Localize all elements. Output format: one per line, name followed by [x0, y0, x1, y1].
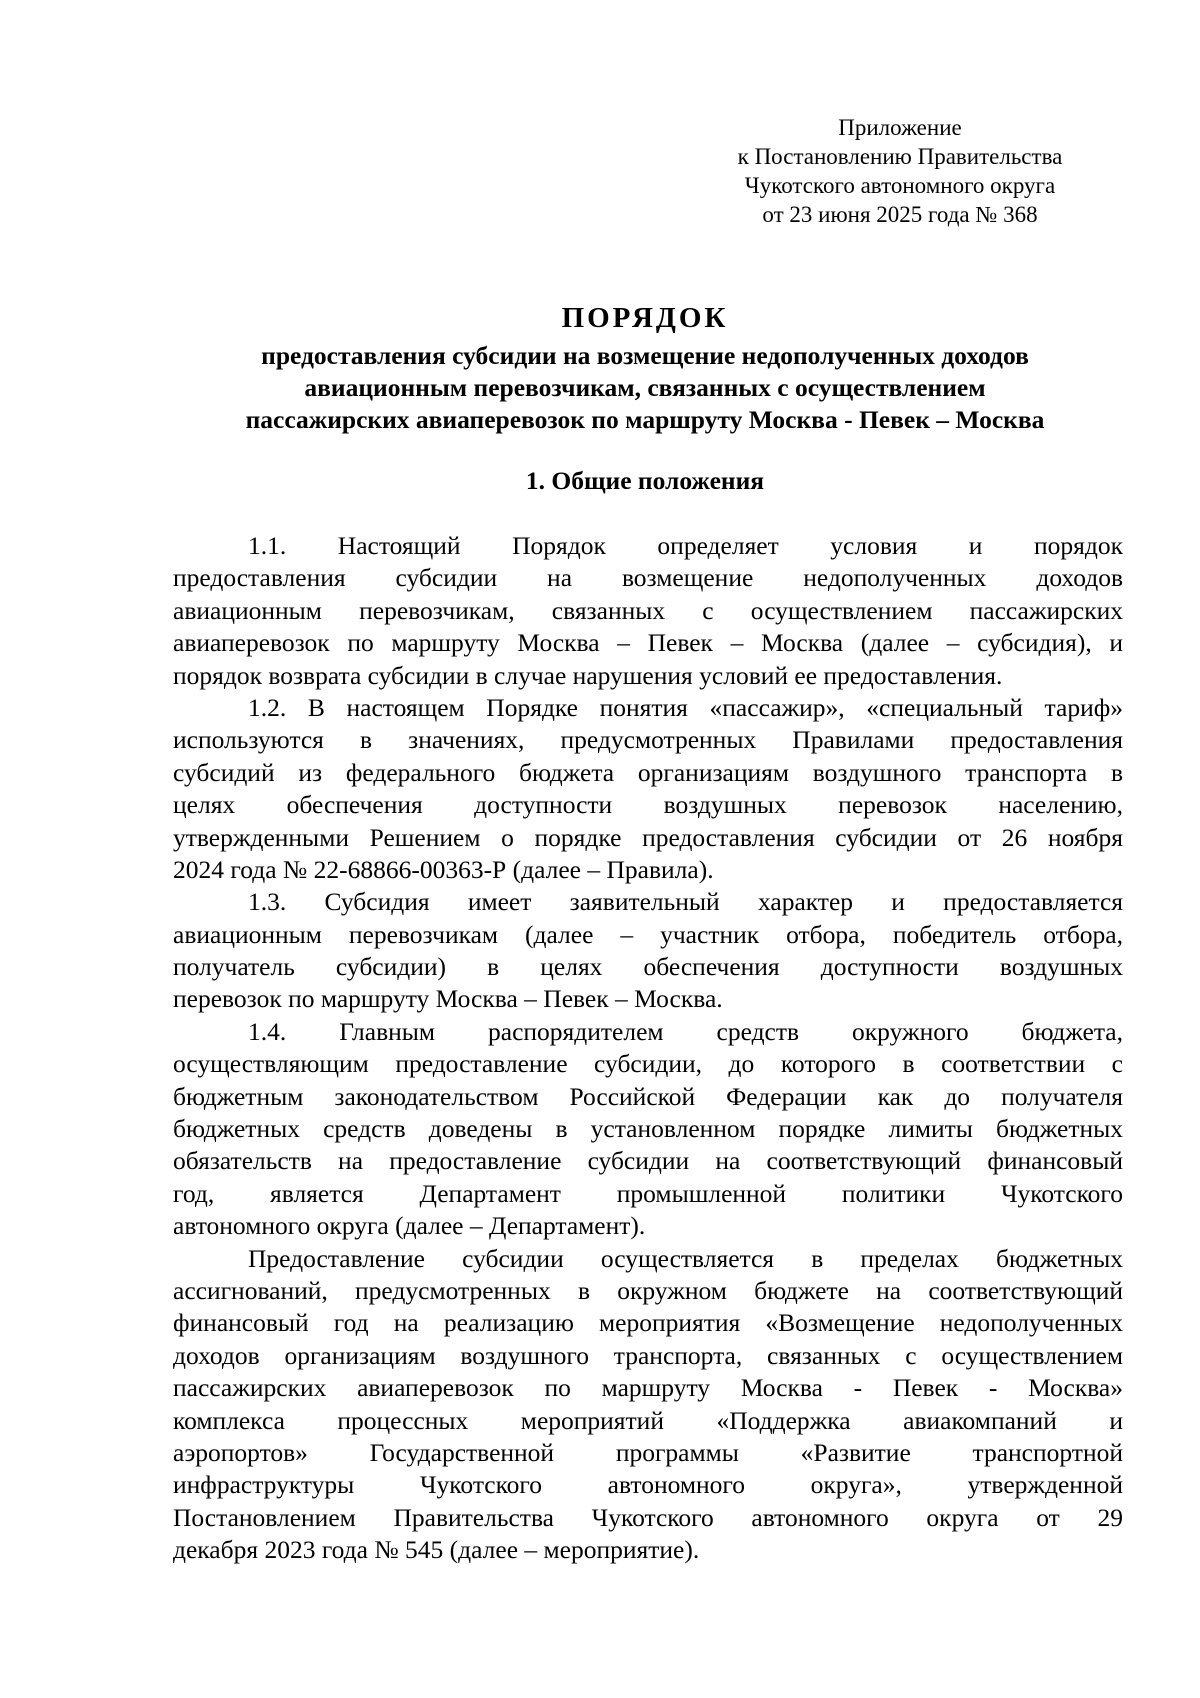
appendix-line-1: Приложение [838, 115, 962, 140]
paragraph-line: финансовый год на реализацию мероприятия «Возмещение недополученных [173, 1308, 1123, 1338]
appendix-line-4: от 23 июня 2025 года № 368 [762, 202, 1038, 227]
paragraph-1-4 [173, 1016, 1123, 1243]
paragraph-line: субсидий из федерального бюджета организациям воздушного транспорта в [173, 757, 1123, 787]
paragraph-line: осуществляющим предоставление субсидии, до которого в соответствии с [173, 1049, 1123, 1079]
paragraph-line: Предоставление субсидии осуществляется в пределах бюджетных [248, 1243, 1123, 1273]
paragraph-line: обязательств на предоставление субсидии на соответствующий финансовый [173, 1146, 1123, 1176]
paragraph-line: автономного округа (далее – Департамент). [173, 1211, 646, 1241]
paragraph-line: 2024 года № 22-68866-00363-Р (далее – Правила). [173, 854, 714, 884]
paragraph-line: авиаперевозок по маршруту Москва – Певек – Москва (далее – субсидия), и [173, 628, 1123, 658]
paragraph-line: предоставления субсидии на возмещение недополученных доходов [173, 563, 1123, 593]
paragraph-line: ассигнований, предусмотренных в окружном бюджете на соответствующий [173, 1275, 1123, 1305]
appendix-line-2: к Постановлению Правительства [737, 144, 1063, 169]
section-heading: 1. Общие положения [525, 466, 765, 495]
paragraph-line: целях обеспечения доступности воздушных перевозок населению, [173, 790, 1123, 820]
paragraph-line: доходов организациям воздушного транспорта, связанных с осуществлением [173, 1340, 1123, 1370]
document-title: ПОРЯДОК [561, 302, 729, 334]
document-body [173, 530, 1123, 1567]
paragraph-line: аэропортов» Государственной программы «Развитие транспортной [173, 1437, 1123, 1467]
paragraph-line: используются в значениях, предусмотренных Правилами предоставления [173, 725, 1123, 755]
paragraph-line: утвержденными Решением о порядке предоставления субсидии от 26 ноября [173, 822, 1123, 852]
paragraph-1-3 [173, 886, 1123, 1016]
paragraph-1-2 [173, 692, 1123, 886]
paragraph-line: перевозок по маршруту Москва – Певек – Москва. [173, 984, 723, 1014]
paragraph-funding [173, 1243, 1123, 1567]
paragraph-line: 1.1. Настоящий Порядок определяет условия и порядок [248, 531, 1123, 560]
paragraph-line: авиационным перевозчикам, связанных с осуществлением пассажирских [173, 595, 1123, 625]
document-subtitle-line-2: авиационным перевозчикам, связанных с осуществлением [304, 373, 986, 402]
paragraph-line: порядок возврата субсидии в случае нарушения условий ее предоставления. [173, 660, 1003, 690]
paragraph-line: бюджетных средств доведены в установленном порядке лимиты бюджетных [173, 1114, 1123, 1144]
appendix-line-3: Чукотского автономного округа [744, 173, 1056, 198]
paragraph-line: 1.3. Субсидия имеет заявительный характер и предоставляется [248, 887, 1123, 917]
paragraph-line: авиационным перевозчикам (далее – участник отбора, победитель отбора, [173, 919, 1123, 949]
paragraph-line: пассажирских авиаперевозок по маршруту Москва - Певек - Москва» [173, 1373, 1123, 1403]
document-subtitle-line-1: предоставления субсидии на возмещение недополученных доходов [261, 341, 1029, 370]
paragraph-line: бюджетным законодательством Российской Федерации как до получателя [173, 1081, 1123, 1111]
paragraph-line: комплекса процессных мероприятий «Поддержка авиакомпаний и [173, 1405, 1123, 1435]
document-subtitle-line-3: пассажирских авиаперевозок по маршруту Москва - Певек – Москва [245, 405, 1045, 434]
appendix-block [700, 113, 1100, 229]
paragraph-line: инфраструктуры Чукотского автономного округа», утвержденной [173, 1470, 1123, 1500]
paragraph-line: 1.2. В настоящем Порядке понятия «пассажир», «специальный тариф» [248, 692, 1123, 722]
paragraph-1-1 [173, 530, 1123, 692]
document-title-block [170, 300, 1120, 436]
paragraph-line: год, является Департамент промышленной политики Чукотского [173, 1178, 1123, 1208]
paragraph-line: Постановлением Правительства Чукотского автономного округа от 29 [173, 1502, 1123, 1532]
paragraph-line: 1.4. Главным распорядителем средств окружного бюджета, [248, 1016, 1123, 1046]
paragraph-line: получатель субсидии) в целях обеспечения доступности воздушных [173, 952, 1123, 982]
paragraph-line: декабря 2023 года № 545 (далее – мероприятие). [173, 1535, 700, 1565]
